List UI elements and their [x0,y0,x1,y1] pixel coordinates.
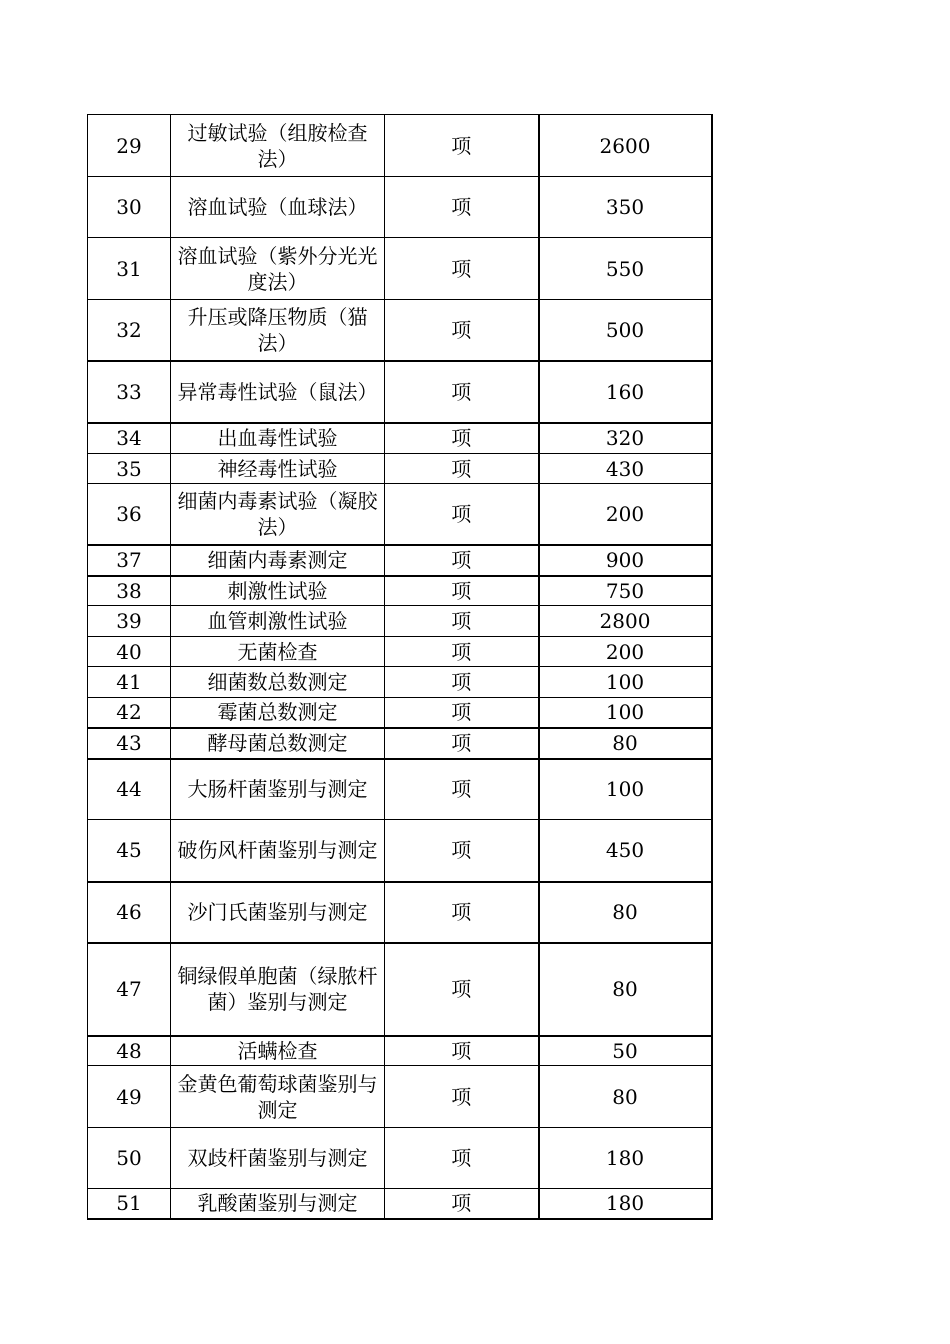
table-row [88,606,712,637]
price-cell: 100 [539,667,712,698]
row-number-cell: 40 [88,637,171,667]
price-cell: 430 [539,454,712,484]
row-number-cell: 43 [88,728,171,759]
table-row [88,238,712,300]
table-row [88,759,712,820]
row-number-cell: 30 [88,177,171,238]
price-cell: 160 [539,361,712,423]
unit-cell: 项 [385,943,539,1036]
price-cell: 180 [539,1189,712,1219]
price-cell: 550 [539,238,712,300]
unit-cell: 项 [385,484,539,545]
row-number-cell: 44 [88,759,171,820]
price-cell: 900 [539,545,712,576]
row-number-cell: 50 [88,1128,171,1189]
table-row [88,454,712,484]
table-row [88,728,712,759]
unit-cell: 项 [385,300,539,361]
price-cell: 200 [539,484,712,545]
item-name-cell: 乳酸菌鉴别与测定 [171,1189,385,1219]
row-number-cell: 37 [88,545,171,576]
price-cell: 180 [539,1128,712,1189]
unit-cell: 项 [385,177,539,238]
item-name-cell: 刺激性试验 [171,576,385,606]
fee-table [87,114,713,1220]
row-number-cell: 35 [88,454,171,484]
unit-cell: 项 [385,728,539,759]
item-name-cell: 神经毒性试验 [171,454,385,484]
price-cell: 2600 [539,115,712,177]
unit-cell: 项 [385,667,539,698]
table-row [88,115,712,177]
table-row [88,820,712,882]
price-cell: 80 [539,943,712,1036]
table-row [88,667,712,698]
table-row [88,177,712,238]
unit-cell: 项 [385,637,539,667]
table-row [88,576,712,606]
price-cell: 450 [539,820,712,882]
unit-cell: 项 [385,606,539,637]
table-row [88,423,712,454]
item-name-cell: 血管刺激性试验 [171,606,385,637]
item-name-cell: 升压或降压物质（猫法） [171,300,385,361]
table-row [88,300,712,361]
item-name-cell: 异常毒性试验（鼠法） [171,361,385,423]
item-name-cell: 大肠杆菌鉴别与测定 [171,759,385,820]
price-cell: 80 [539,728,712,759]
row-number-cell: 45 [88,820,171,882]
row-number-cell: 49 [88,1066,171,1128]
unit-cell: 项 [385,1066,539,1128]
row-number-cell: 46 [88,882,171,943]
table-row [88,361,712,423]
unit-cell: 项 [385,115,539,177]
unit-cell: 项 [385,238,539,300]
item-name-cell: 细菌内毒素测定 [171,545,385,576]
row-number-cell: 31 [88,238,171,300]
unit-cell: 项 [385,1189,539,1219]
item-name-cell: 铜绿假单胞菌（绿脓杆菌）鉴别与测定 [171,943,385,1036]
item-name-cell: 霉菌总数测定 [171,698,385,728]
unit-cell: 项 [385,576,539,606]
table-row [88,1128,712,1189]
item-name-cell: 双歧杆菌鉴别与测定 [171,1128,385,1189]
unit-cell: 项 [385,882,539,943]
row-number-cell: 38 [88,576,171,606]
price-cell: 200 [539,637,712,667]
item-name-cell: 活螨检查 [171,1036,385,1066]
price-cell: 100 [539,698,712,728]
price-cell: 750 [539,576,712,606]
unit-cell: 项 [385,454,539,484]
item-name-cell: 溶血试验（血球法） [171,177,385,238]
item-name-cell: 破伤风杆菌鉴别与测定 [171,820,385,882]
price-cell: 320 [539,423,712,454]
row-number-cell: 33 [88,361,171,423]
price-cell: 2800 [539,606,712,637]
item-name-cell: 无菌检查 [171,637,385,667]
table-row [88,1036,712,1066]
price-cell: 80 [539,882,712,943]
row-number-cell: 34 [88,423,171,454]
item-name-cell: 金黄色葡萄球菌鉴别与测定 [171,1066,385,1128]
unit-cell: 项 [385,545,539,576]
unit-cell: 项 [385,423,539,454]
table-row [88,637,712,667]
item-name-cell: 酵母菌总数测定 [171,728,385,759]
unit-cell: 项 [385,820,539,882]
row-number-cell: 51 [88,1189,171,1219]
price-cell: 350 [539,177,712,238]
row-number-cell: 47 [88,943,171,1036]
table-row [88,545,712,576]
item-name-cell: 细菌内毒素试验（凝胶法） [171,484,385,545]
row-number-cell: 39 [88,606,171,637]
row-number-cell: 36 [88,484,171,545]
item-name-cell: 沙门氏菌鉴别与测定 [171,882,385,943]
item-name-cell: 出血毒性试验 [171,423,385,454]
table-row [88,882,712,943]
price-cell: 80 [539,1066,712,1128]
table-row [88,943,712,1036]
unit-cell: 项 [385,361,539,423]
fee-table-body [88,115,712,1219]
row-number-cell: 42 [88,698,171,728]
unit-cell: 项 [385,698,539,728]
price-cell: 50 [539,1036,712,1066]
price-cell: 100 [539,759,712,820]
row-number-cell: 29 [88,115,171,177]
table-row [88,1066,712,1128]
table-row [88,484,712,545]
table-row [88,1189,712,1219]
table-row [88,698,712,728]
unit-cell: 项 [385,1036,539,1066]
item-name-cell: 细菌数总数测定 [171,667,385,698]
unit-cell: 项 [385,759,539,820]
row-number-cell: 48 [88,1036,171,1066]
row-number-cell: 41 [88,667,171,698]
item-name-cell: 溶血试验（紫外分光光度法） [171,238,385,300]
row-number-cell: 32 [88,300,171,361]
item-name-cell: 过敏试验（组胺检查法） [171,115,385,177]
unit-cell: 项 [385,1128,539,1189]
price-cell: 500 [539,300,712,361]
